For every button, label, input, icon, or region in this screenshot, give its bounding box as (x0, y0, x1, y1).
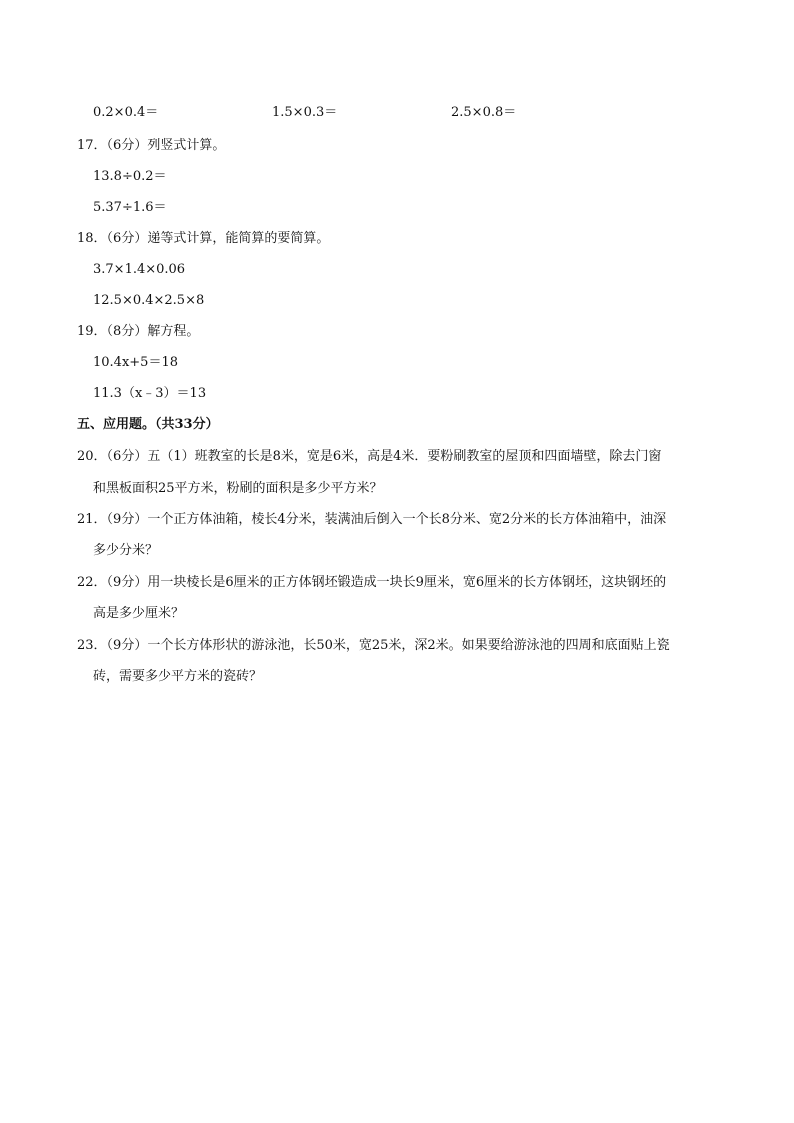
question-20-line-2: 和黑板面积25平方米，粉刷的面积是多少平方米？ (93, 481, 383, 496)
question-20-line-1: 20．（6分）五（1）班教室的长是8米，宽是6米，高是4米．要粉刷教室的屋顶和四面墙壁，除去门窗 (77, 449, 662, 464)
question-22-line-2: 高是多少厘米？ (93, 606, 185, 621)
question-17-item-1: 13.8÷0.2＝ (93, 169, 167, 184)
question-19-title: 19．（8分）解方程。 (77, 324, 200, 339)
oral-calc-item-1: 0.2×0.4＝ (93, 105, 159, 120)
question-22-line-1: 22．（9分）用一块棱长是6厘米的正方体钢坯锻造成一块长9厘米，宽6厘米的长方体钢坯，这块钢坯的 (77, 575, 667, 590)
oral-calc-item-3: 2.5×0.8＝ (451, 105, 517, 120)
question-23-line-1: 23．（9分）一个长方体形状的游泳池，长50米，宽25米，深2米。如果要给游泳池的四周和底面贴上瓷 (77, 638, 670, 653)
question-19-item-2: 11.3（x﹣3）＝13 (93, 386, 207, 401)
question-21-line-2: 多少分米？ (93, 543, 159, 558)
question-21-line-1: 21．（9分）一个正方体油箱，棱长4分米，装满油后倒入一个长8分米、宽2分米的长方体油箱中，油深 (77, 512, 667, 527)
section-5-title: 五、应用题。（共33分） (77, 417, 219, 432)
question-18-title: 18．（6分）递等式计算，能简算的要简算。 (77, 231, 330, 246)
question-17-title: 17．（6分）列竖式计算。 (77, 138, 226, 153)
question-18-item-2: 12.5×0.4×2.5×8 (93, 293, 205, 308)
question-23-line-2: 砖，需要多少平方米的瓷砖？ (93, 669, 263, 684)
question-19-item-1: 10.4x+5＝18 (93, 355, 178, 370)
question-17-item-2: 5.37÷1.6＝ (93, 200, 167, 215)
oral-calc-item-2: 1.5×0.3＝ (272, 105, 338, 120)
question-18-item-1: 3.7×1.4×0.06 (93, 262, 186, 277)
